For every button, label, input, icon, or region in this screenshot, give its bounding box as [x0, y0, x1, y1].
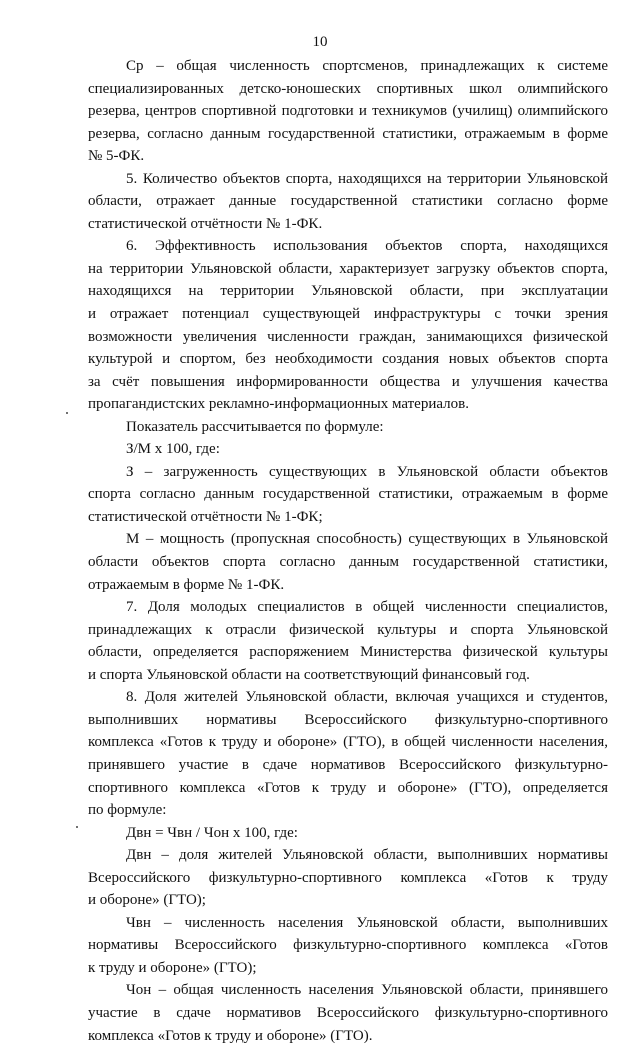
text-line: Двн – доля жителей Ульяновской области, выполнивших нормативы — [126, 847, 608, 864]
text-line: спортивного комплекса «Готов к труду и обороне» (ГТО), определяется — [88, 779, 608, 796]
text-line: специализированных детско-юношеских спортивных школ олимпийского — [88, 80, 608, 97]
text-line: 5. Количество объектов спорта, находящихся на территории Ульяновской — [126, 170, 608, 187]
text-line: 6. Эффективность использования объектов спорта, находящихся — [126, 238, 608, 255]
text-line: участие в сдаче нормативов Всероссийского физкультурно-спортивного — [88, 1004, 608, 1021]
text-line: нормативы Всероссийского физкультурно-спортивного комплекса «Готов — [88, 937, 608, 954]
text-line: области, отражает данные государственной статистики согласно форме — [88, 193, 608, 210]
text-line: принявшего участие в сдаче нормативов Всероссийского физкультурно- — [88, 756, 608, 773]
text-line: резерва, согласно данным государственной статистики, отражаемым в форме — [88, 125, 608, 142]
document-body — [88, 55, 608, 1047]
text-line: возможности увеличения численности граждан, занимающихся физической — [88, 328, 608, 345]
page-number: 10 — [312, 34, 328, 50]
text-line: комплекса «Готов к труду и обороне» (ГТО). — [88, 1027, 373, 1044]
scan-speck — [76, 826, 78, 828]
text-line: Показатель рассчитывается по формуле: — [126, 418, 384, 435]
text-line: 8. Доля жителей Ульяновской области, включая учащихся и студентов, — [126, 689, 608, 706]
text-line: и обороне» (ГТО); — [88, 892, 206, 909]
text-line: Двн = Чвн / Чон х 100, где: — [126, 824, 298, 841]
text-line: находящихся на территории Ульяновской области, при эксплуатации — [88, 283, 608, 300]
text-line: З – загруженность существующих в Ульяновской области объектов — [126, 463, 608, 480]
text-line: пропагандистских рекламно-информационных материалов. — [88, 396, 469, 413]
text-line: статистической отчётности № 1-ФК; — [88, 508, 323, 525]
text-line: области объектов спорта согласно данным государственной статистики, — [88, 554, 608, 571]
text-line: статистической отчётности № 1-ФК. — [88, 215, 323, 232]
text-line: культурой и спортом, без необходимости создания новых объектов спорта — [88, 351, 608, 368]
text-line: Ср – общая численность спортсменов, принадлежащих к системе — [126, 58, 608, 74]
text-line: З/М х 100, где: — [126, 441, 220, 458]
text-line: резерва, центров спортивной подготовки и техникумов (училищ) олимпийского — [88, 103, 608, 120]
text-line: выполнивших нормативы Всероссийского физкультурно-спортивного — [88, 711, 608, 728]
text-line: и спорта Ульяновской области на соответствующий финансовый год. — [88, 666, 530, 683]
text-line: Чвн – численность населения Ульяновской области, выполнивших — [126, 914, 608, 931]
text-line: за счёт повышения информированности общества и улучшения качества — [88, 373, 608, 390]
text-line: Всероссийского физкультурно-спортивного комплекса «Готов к труду — [88, 869, 608, 886]
text-line: комплекса «Готов к труду и обороне» (ГТО), в общей численности населения, — [88, 734, 608, 751]
text-line: М – мощность (пропускная способность) существующих в Ульяновской — [126, 531, 608, 548]
text-line: № 5-ФК. — [88, 148, 145, 165]
text-line: Чон – общая численность населения Ульяновской области, принявшего — [126, 982, 608, 999]
text-line: и отражает потенциал существующей инфраструктуры с точки зрения — [88, 306, 608, 323]
text-line: спорта согласно данным государственной статистики, отражаемым в форме — [88, 486, 608, 503]
scan-speck — [66, 412, 68, 414]
text-line: к труду и обороне» (ГТО); — [88, 959, 257, 976]
text-line: принадлежащих к отрасли физической культуры и спорта Ульяновской — [88, 621, 608, 638]
text-line: отражаемым в форме № 1-ФК. — [88, 576, 285, 593]
text-line: 7. Доля молодых специалистов в общей численности специалистов, — [126, 599, 608, 616]
text-line: на территории Ульяновской области, характеризует загрузку объектов спорта, — [88, 260, 608, 277]
text-line: области, определяется распоряжением Министерства физической культуры — [88, 644, 608, 661]
text-line: по формуле: — [88, 802, 167, 819]
